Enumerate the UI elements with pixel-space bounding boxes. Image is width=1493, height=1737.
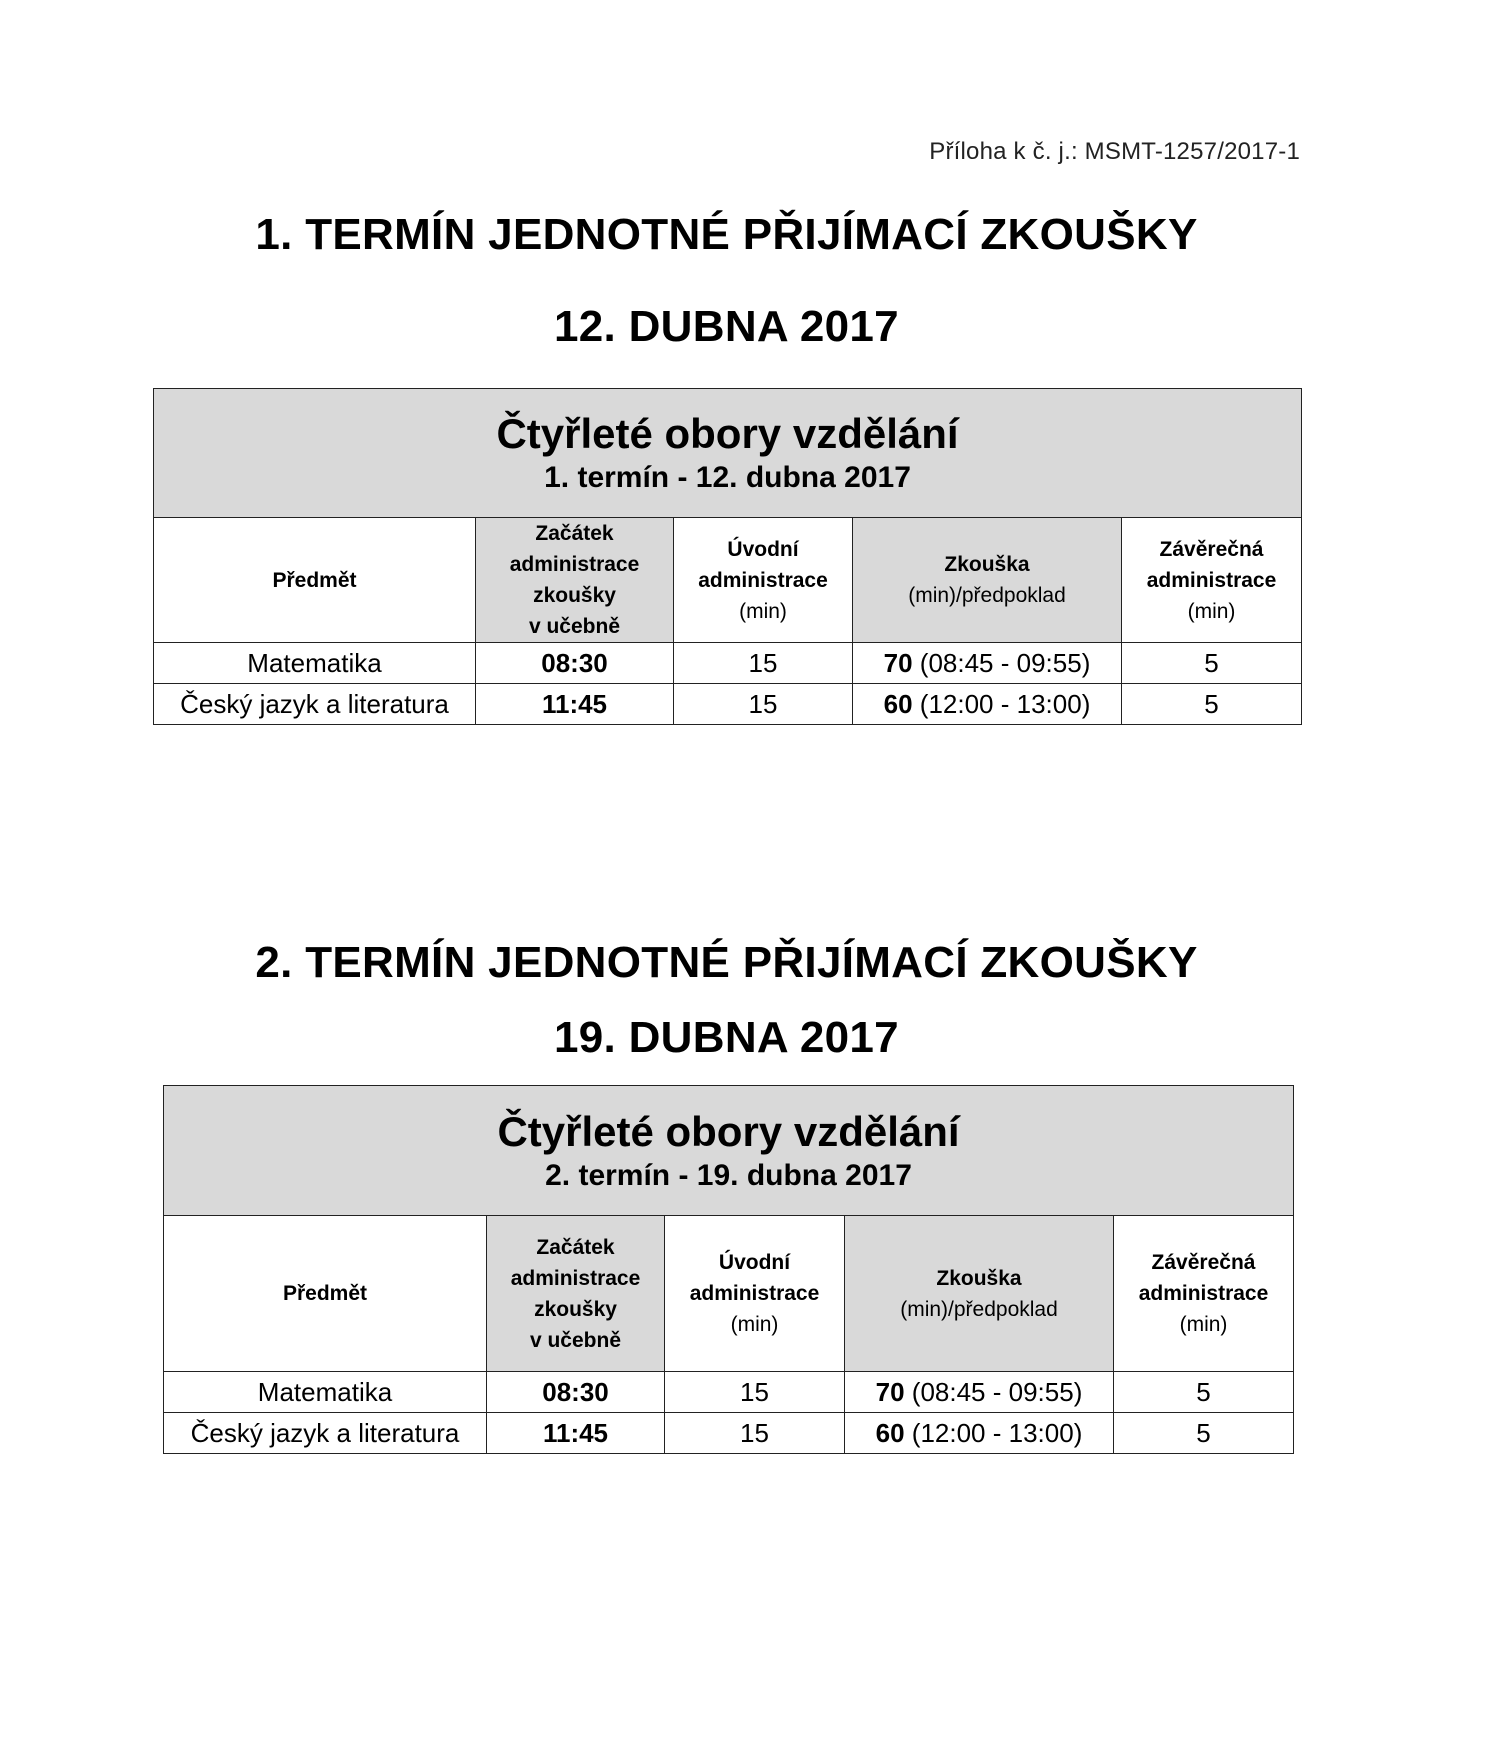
cell-intro: 15 [665,1372,845,1413]
table-2-title-band [164,1086,1294,1216]
cell-final: 5 [1122,684,1302,725]
section-1-heading: 1. TERMÍN JEDNOTNÉ PŘIJÍMACÍ ZKOUŠKY [255,210,1198,259]
table-row [154,684,1302,725]
table-2-subtitle: 2. termín - 19. dubna 2017 [545,1158,912,1192]
header-start: Začátek administrace zkoušky v učebně [476,518,674,643]
table-1-subtitle: 1. termín - 12. dubna 2017 [544,461,911,494]
table-row [154,643,1302,684]
header-subject: Předmět [164,1216,487,1372]
cell-start: 08:30 [476,643,674,684]
section-1-date: 12. DUBNA 2017 [554,302,899,351]
cell-exam: 60 (12:00 - 13:00) [845,1413,1114,1454]
cell-exam: 70 (08:45 - 09:55) [845,1372,1114,1413]
header-intro: Úvodní administrace (min) [674,518,853,643]
header-exam: Zkouška (min)/předpoklad [853,518,1122,643]
table-1-title-band [154,389,1302,518]
cell-intro: 15 [674,643,853,684]
cell-exam: 70 (08:45 - 09:55) [853,643,1122,684]
header-final: Závěrečná administrace (min) [1114,1216,1294,1372]
schedule-table-2 [163,1085,1294,1454]
section-2-heading: 2. TERMÍN JEDNOTNÉ PŘIJÍMACÍ ZKOUŠKY [255,938,1198,987]
header-intro: Úvodní administrace (min) [665,1216,845,1372]
table-row [164,1372,1294,1413]
header-start: Začátek administrace zkoušky v učebně [487,1216,665,1372]
table-row [164,1413,1294,1454]
header-exam: Zkouška (min)/předpoklad [845,1216,1114,1372]
schedule-table-1 [153,388,1302,725]
cell-start: 08:30 [487,1372,665,1413]
table-2-title: Čtyřleté obory vzdělání [497,1107,960,1155]
cell-final: 5 [1114,1413,1294,1454]
cell-final: 5 [1114,1372,1294,1413]
header-subject: Předmět [154,518,476,643]
section-2-date: 19. DUBNA 2017 [554,1013,899,1062]
cell-intro: 15 [674,684,853,725]
cell-subject: Český jazyk a literatura [154,684,476,725]
cell-subject: Matematika [164,1372,487,1413]
cell-exam: 60 (12:00 - 13:00) [853,684,1122,725]
cell-subject: Matematika [154,643,476,684]
cell-subject: Český jazyk a literatura [164,1413,487,1454]
cell-start: 11:45 [487,1413,665,1454]
document-reference: Příloha k č. j.: MSMT-1257/2017-1 [929,138,1300,165]
cell-start: 11:45 [476,684,674,725]
table-1-title: Čtyřleté obory vzdělání [496,410,959,457]
header-final: Závěrečná administrace (min) [1122,518,1302,643]
cell-intro: 15 [665,1413,845,1454]
cell-final: 5 [1122,643,1302,684]
